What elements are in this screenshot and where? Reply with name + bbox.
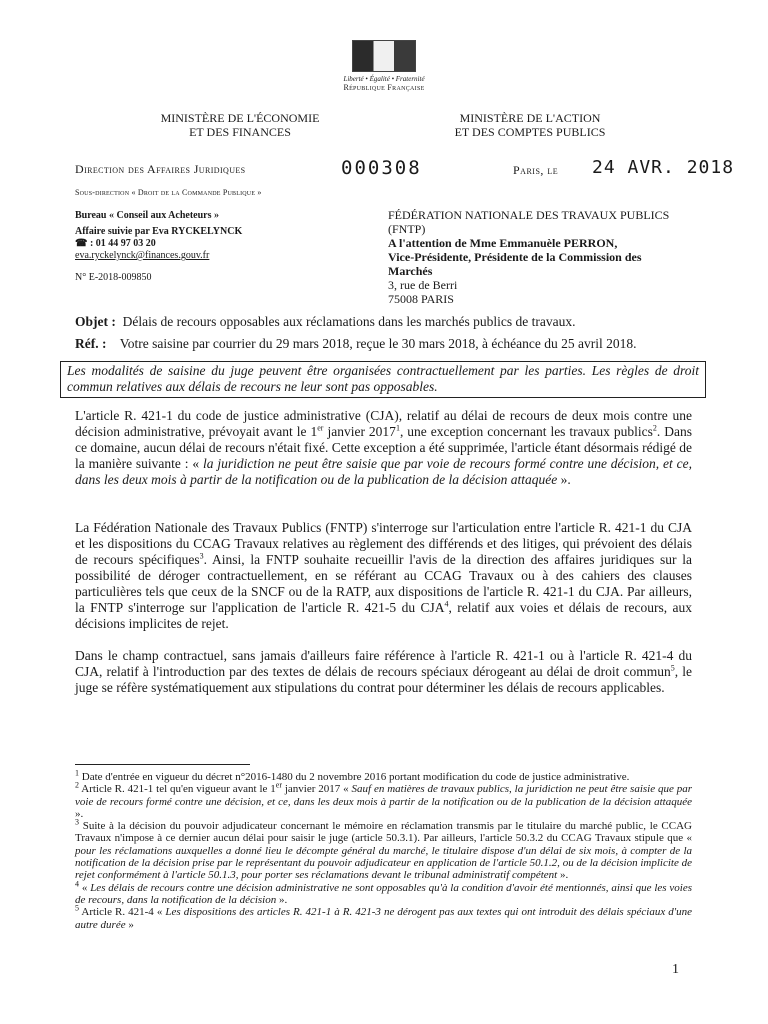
recipient-city: 75008 PARIS (388, 292, 454, 306)
logo-motto: Liberté • Égalité • Fraternité (343, 75, 425, 83)
recipient-block (388, 208, 708, 306)
footnote-4: $^4$ « Les délais de recours contre une décision administrative ne sont opposables qu'à la condition d'avoir été mentionnés, ainsi que les voies de recours, dans la notification de la décision ». (75, 879, 692, 906)
body-paragraph-3: Dans le champ contractuel, sans jamais d'ailleurs faire référence à l'article R. 421-1 ou à l'article R. 421-4 du CJA, relatif à l'introduction par des textes de délais de recours spéciaux dérogeant au délai de droit commun$^5$, le juge se réfère systématiquement aux stipulations du contrat pour déterminer les délais de recours applicables. (75, 648, 692, 695)
direction-name: Direction des Affaires Juridiques (75, 162, 246, 176)
footnote-ref-2[interactable]: 2 (652, 423, 657, 433)
footnote-5: $^5$ Article R. 421-4 « Les dispositions des articles R. 421-1 à R. 421-3 ne dérogent pas aux textes qui ont introduit des délais spéciaux d'une autre durée » (75, 903, 693, 931)
subject-line (75, 314, 695, 330)
marianne-logo-icon (352, 40, 416, 72)
recipient-title: Vice-Présidente, Présidente de la Commission des (388, 250, 642, 264)
recipient-street: 3, rue de Berri (388, 278, 458, 292)
sender-reference: N° E-2018-009850 (75, 272, 152, 283)
ref-label: Réf. : (75, 336, 107, 351)
footnote-ref-4[interactable]: 4 (444, 599, 449, 609)
footnote-separator (75, 764, 250, 765)
date-city: Paris, le (513, 163, 559, 177)
recipient-title-cont: Marchés (388, 264, 433, 278)
footnote-3: $^3$ Suite à la décision du pouvoir adjudicateur concernant le mémoire en réclamation transmis par le titulaire du marché public, le CCAG Travaux n'impose à ce dernier aucun délai pour saisir le juge (article 50.3.1). Par ailleurs, l'article 50.3.2 du CCAG Travaux stipule que « pour les réclamations auxquelles a donné lieu le décompte général du marché, le titulaire dispose d'un délai de six mois, à compter de la notification de la décision prise par le représentant du pouvoir adjudicateur en application de l'article 50.1.2, ou de la décision implicite de rejet conformément à l'article 50.1.3, pour porter ses réclamations devant le tribunal administratif compétent ». (75, 817, 692, 882)
footnote-ref-1[interactable]: 1 (395, 423, 400, 433)
objet-text: Délais de recours opposables aux réclamations dans les marchés publics de travaux. (122, 314, 576, 329)
footnote-ref-5[interactable]: 5 (670, 663, 675, 673)
ministry-left: MINISTÈRE DE L'ÉCONOMIE ET DES FINANCES (160, 111, 320, 139)
summary-box: Les modalités de saisine du juge peuvent être organisées contractuellement par les parties. Les règles de droit commun relatives aux délais de recours ne leur sont pas opposables. (60, 361, 706, 398)
sender-block (75, 210, 295, 284)
footnote-ref-3[interactable]: 3 (199, 551, 204, 561)
sender-phone: ☎ : 01 44 97 03 20 (75, 238, 156, 249)
footnote-1: $^1$ Date d'entrée en vigueur du décret n°2016-1480 du 2 novembre 2016 portant modification du code de justice administrative. (75, 768, 630, 783)
reference-line (75, 336, 695, 352)
footnotes (75, 768, 693, 931)
republic-logo (328, 40, 440, 92)
date-stamp: 24 AVR. 2018 (592, 157, 735, 178)
registration-stamp: 000308 (341, 157, 422, 179)
footnote-2: $^2$ Article R. 421-1 tel qu'en vigueur avant le 1er janvier 2017 « Sauf en matières de travaux publics, la juridiction ne peut être saisie que par voie de recours formé contre une décision, et ce, dans les deux mois à partir de la notification ou de la publication de la décision attaquée ». (75, 780, 693, 820)
ref-text: Votre saisine par courrier du 29 mars 2018, reçue le 30 mars 2018, à échéance du 25 avril 2018. (119, 336, 637, 351)
sender-bureau: Bureau « Conseil aux Acheteurs » (75, 210, 219, 221)
body-paragraph-1: L'article R. 421-1 du code de justice administrative (CJA), relatif au délai de recours de deux mois contre une décision administrative, prévoyait avant le 1er janvier 2017$^1$, une exception concernant les travaux publics$^2$. Dans ce domaine, aucun délai de recours n'était fixé. Cette exception a été supprimée, l'article étant désormais rédigé de la manière suivante : « la juridiction ne peut être saisie que par voie de recours formé contre une décision, et ce, dans les deux mois à partir de la notification ou de la publication de la décision attaquée ». (75, 408, 692, 487)
recipient-attention: A l'attention de Mme Emmanuèle PERRON, (388, 236, 618, 250)
sender-followed-by: Affaire suivie par Eva RYCKELYNCK (75, 226, 243, 237)
sender-email[interactable]: eva.ryckelynck@finances.gouv.fr (75, 250, 210, 261)
subdirection: Sous-direction « Droit de la Commande Publique » (75, 188, 262, 197)
objet-label: Objet : (75, 314, 116, 329)
ministry-right: MINISTÈRE DE L'ACTION ET DES COMPTES PUBLICS (454, 111, 606, 139)
logo-republic: République Française (343, 83, 425, 92)
body-paragraph-2: La Fédération Nationale des Travaux Publics (FNTP) s'interroge sur l'articulation entre l'article R. 421-1 du CJA et les dispositions du CCAG Travaux relatives au règlement des différends et des litiges, qui prévoient des délais de recours spécifiques$^3$. Ainsi, la FNTP souhaite recueillir l'avis de la direction des affaires juridiques sur la possibilité de déroger contractuellement, en se référant au CCAG Travaux ou à des cahiers des clauses particulières tels que ceux de la SNCF ou de la RATP, aux dispositions de l'article R. 421-1 du CJA. Par ailleurs, la FNTP s'interroge sur l'application de l'article R. 421-5 du CJA$^4$, relatif aux voies et délais de recours, aux décisions implicites de rejet. (75, 520, 692, 631)
recipient-org: FÉDÉRATION NATIONALE DES TRAVAUX PUBLICS (FNTP) (388, 208, 670, 236)
page-number: 1 (672, 962, 679, 977)
